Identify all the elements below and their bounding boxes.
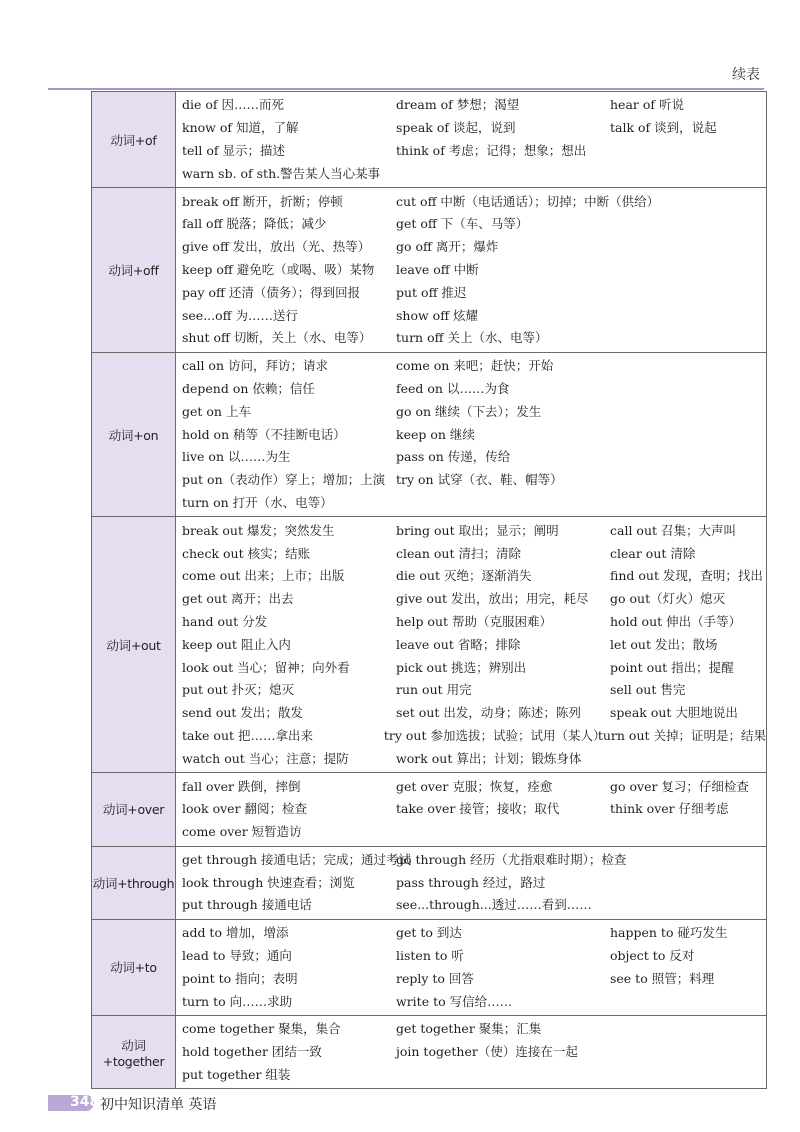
phrase-entry: fall off 脱落；降低；减少 [182,216,327,232]
phrase-entry: feed on 以……为食 [396,380,510,396]
phrase-entry: shut off 切断，关上（水、电等） [182,330,372,346]
phrase-entry: look over 翻阅；检查 [182,801,308,817]
phrase-line [176,1063,766,1086]
phrase-entry: run out 用完 [396,682,472,698]
phrase-line [176,377,766,400]
phrase-line [176,541,766,564]
top-rule [48,88,764,90]
phrase-entry: go out（灯火）熄灭 [610,591,726,607]
phrase-line [176,445,766,468]
phrase-entry: keep out 阻止入内 [182,636,291,652]
group-row [92,773,767,846]
phrase-entry: get together 聚集；汇集 [396,1021,542,1037]
phrase-line [176,587,766,610]
phrase-entry: hold together 团结一致 [182,1044,322,1060]
category-cell: 动词+to [92,919,176,1015]
phrase-line [176,422,766,445]
phrase-line [176,921,766,944]
phrase-entry: break off 断开，折断；停顿 [182,193,343,209]
phrase-entry: take out 把……拿出来 [182,727,313,743]
phrase-entry: warn sb. of sth.警告某人当心某事 [182,165,381,181]
category-cell: 动词+over [92,773,176,846]
phrase-entry: add to 增加，增添 [182,925,289,941]
phrase-entry: turn out 关掉；证明是；结果 [597,727,766,743]
phrase-entry: sell out 售完 [610,682,686,698]
book-title: 初中知识清单 英语 [100,1097,217,1113]
phrase-entry: look out 当心；留神；向外看 [182,659,350,675]
phrase-entry: help out 帮助（克服困难） [396,613,552,629]
phrase-line [176,893,766,916]
phrase-entry: get through 接通电话；完成；通过考试 [182,851,412,867]
phrase-entry: try on 试穿（衣、鞋、帽等） [396,472,563,488]
phrase-entry: put out 扑灭；熄灭 [182,682,295,698]
phrase-line [176,235,766,258]
phrase-entry: think over 仔细考虑 [610,801,729,817]
phrase-entry: try out 参加选拔；试验；试用（某人） [383,727,606,743]
phrase-entry: see to 照管；料理 [610,970,715,986]
category-cell: 动词+on [92,352,176,517]
phrase-line [176,189,766,212]
phrase-entry: give off 发出，放出（光、热等） [182,239,371,255]
phrase-line [176,655,766,678]
category-cell: 动词+out [92,517,176,773]
phrase-entry: go through 经历（尤指艰难时期）；检查 [396,851,627,867]
phrase-entry: pass through 经过，路过 [396,874,546,890]
phrase-entry: pass on 传递，传给 [396,449,511,465]
phrase-entry: pay off 还清（债务）；得到回报 [182,284,361,300]
group-row [92,1016,767,1089]
phrase-cell [176,919,767,1015]
phrase-line [176,564,766,587]
phrase-entry: depend on 依赖；信任 [182,380,315,396]
phrase-entry: pick out 挑选；辨别出 [396,659,527,675]
phrase-cell [176,773,767,846]
phrase-cell [176,92,767,188]
phrase-entry: dream of 梦想；渴望 [396,97,520,113]
phrase-entry: live on 以……为生 [182,449,291,465]
phrase-entry: die out 灭绝；逐渐消失 [396,568,532,584]
group-row [92,846,767,919]
phrase-line [176,632,766,655]
phrase-line [176,326,766,349]
phrase-line [176,491,766,514]
phrase-line [176,354,766,377]
phrase-entry: show off 炫耀 [396,307,479,323]
group-row [92,919,767,1015]
group-row [92,517,767,773]
phrase-cell [176,1016,767,1089]
phrase-entry: work out 算出；计划；锻炼身体 [396,750,582,766]
phrase-entry: break out 爆发；突然发生 [182,522,335,538]
phrase-entry: send out 发出；散发 [182,705,303,721]
phrase-entry: bring out 取出；显示；阐明 [396,522,559,538]
phrase-entry: reply to 回答 [396,970,474,986]
phrase-cell [176,846,767,919]
phrase-line [176,303,766,326]
phrase-entry: keep off 避免吃（或喝、吸）某物 [182,261,375,277]
phrase-entry: object to 反对 [610,948,695,964]
phrase-entry: give out 发出，放出；用完，耗尽 [396,591,589,607]
phrasal-verb-table [91,91,767,1089]
phrase-entry: leave off 中断 [396,261,479,277]
phrase-entry: hold on 稍等（不挂断电话） [182,426,346,442]
phrase-entry: set out 出发，动身；陈述；陈列 [396,705,581,721]
phrase-line [176,966,766,989]
phrase-entry: put on（表动作）穿上；增加；上演 [182,472,386,488]
phrase-entry: fall over 跌倒，摔倒 [182,778,301,794]
group-row [92,92,767,188]
phrase-entry: speak of 谈起，说到 [396,120,516,136]
phrase-entry: get to 到达 [396,925,462,941]
phrase-entry: put through 接通电话 [182,897,312,913]
phrase-entry: go on 继续（下去）；发生 [396,403,542,419]
phrase-entry: go over 复习；仔细检查 [610,778,749,794]
phrase-line [176,116,766,139]
phrase-entry: write to 写信给…… [396,993,513,1009]
category-cell: 动词+of [92,92,176,188]
phrase-entry: get over 克服；恢复，痊愈 [396,778,553,794]
phrase-cell [176,352,767,517]
phrase-line [176,701,766,724]
phrase-entry: call out 召集；大声叫 [610,522,736,538]
phrase-entry: turn to 向……求助 [182,993,293,1009]
phrase-entry: call on 访问，拜访；请求 [182,358,328,374]
phrase-entry: die of 因……而死 [182,97,284,113]
phrase-entry: talk of 谈到，说起 [610,120,717,136]
phrase-entry: think of 考虑；记得；想象；想出 [396,142,587,158]
phrase-entry: join together（使）连接在一起 [396,1044,578,1060]
phrase-line [176,610,766,633]
phrase-entry: leave out 省略；排除 [396,636,521,652]
phrase-entry: put together 组装 [182,1067,291,1083]
phrase-entry: take over 接管；接收；取代 [396,801,560,817]
phrase-line [176,1040,766,1063]
phrase-entry: keep on 继续 [396,426,475,442]
phrase-entry: go off 离开；爆炸 [396,239,499,255]
phrase-line [176,161,766,184]
phrase-entry: come out 出来；上市；出版 [182,568,345,584]
category-cell: 动词+off [92,188,176,353]
phrase-line [176,258,766,281]
phrase-entry: clear out 清除 [610,545,696,561]
phrase-entry: watch out 当心；注意；提防 [182,750,349,766]
category-cell: 动词+through [92,846,176,919]
phrase-entry: look through 快速查看；浏览 [182,874,355,890]
phrase-entry: get off 下（车、马等） [396,216,529,232]
phrase-entry: listen to 听 [396,948,464,964]
phrase-cell [176,188,767,353]
group-row [92,188,767,353]
phrase-entry: hand out 分发 [182,613,268,629]
phrase-entry: happen to 碰巧发生 [610,925,728,941]
phrase-entry: come on 来吧；赶快；开始 [396,358,554,374]
continued-label: 续表 [732,67,760,83]
phrase-cell [176,517,767,773]
phrase-entry: put off 推迟 [396,284,467,300]
phrase-entry: turn off 关上（水、电等） [396,330,548,346]
phrase-line [176,678,766,701]
phrase-line [176,399,766,422]
phrase-line [176,468,766,491]
category-cell: 动词+together [92,1016,176,1089]
phrase-entry: come together 聚集，集合 [182,1021,341,1037]
phrase-entry: let out 发出；散场 [610,636,718,652]
phrase-line [176,280,766,303]
phrase-entry: see...through...透过……看到…… [396,897,592,913]
phrase-entry: hear of 听说 [610,97,684,113]
phrase-line [176,518,766,541]
phrase-line [176,870,766,893]
phrase-entry: point out 指出；提醒 [610,659,734,675]
phrase-entry: cut off 中断（电话通话）；切掉；中断（供给） [396,193,660,209]
phrase-line [176,746,766,769]
phrase-line [176,820,766,843]
phrase-line [176,212,766,235]
group-row [92,352,767,517]
phrase-entry: tell of 显示；描述 [182,142,286,158]
phrase-entry: get out 离开；出去 [182,591,294,607]
phrase-entry: check out 核实；结账 [182,545,311,561]
phrase-line [176,93,766,116]
phrase-entry: lead to 导致；通向 [182,948,292,964]
phrase-line [176,139,766,162]
phrase-entry: turn on 打开（水、电等） [182,494,333,510]
phrase-entry: come over 短暂造访 [182,824,302,840]
phrase-line [176,848,766,871]
phrase-line [176,774,766,797]
page-number: 348 [70,1094,100,1110]
phrase-line [176,989,766,1012]
phrase-line [176,797,766,820]
phrase-entry: get on 上车 [182,403,251,419]
phrase-entry: know of 知道，了解 [182,120,299,136]
phrase-entry: see...off 为……送行 [182,307,299,323]
phrase-entry: point to 指向；表明 [182,970,298,986]
phrase-line [176,724,766,747]
phrase-entry: find out 发现，查明；找出 [610,568,763,584]
phrase-entry: hold out 伸出（手等） [610,613,742,629]
phrase-entry: speak out 大胆地说出 [610,705,738,721]
phrase-entry: clean out 清扫；清除 [396,545,521,561]
phrase-line [176,944,766,967]
phrase-line [176,1017,766,1040]
